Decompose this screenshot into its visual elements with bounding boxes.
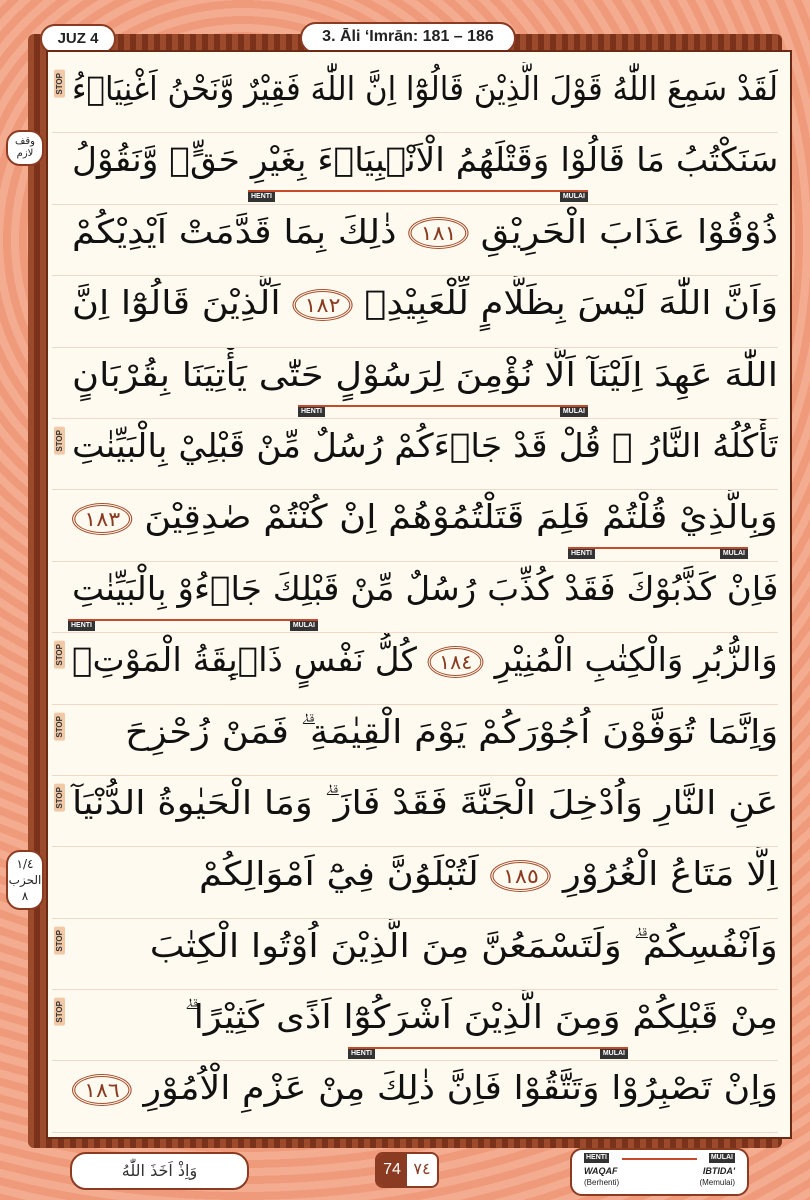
line-gutter (52, 133, 68, 203)
line-gutter (52, 633, 68, 703)
line-gutter (52, 419, 68, 489)
hizb-fraction: ١/٤ (16, 857, 34, 871)
verse-text: فَاِنْ كَذَّبُوْكَ فَقَدْ كُذِّبَ رُسُلٌ مِّنْ قَبْلِكَ جَاۤءُوْ بِالْبَيِّنٰتِ (71, 568, 778, 608)
line-text (72, 133, 778, 187)
verse-line (52, 419, 778, 490)
line-text (72, 348, 778, 402)
line-text (125, 705, 778, 759)
line-marker-row (68, 187, 778, 203)
verse-text: اللّٰهَ عَهِدَ اِلَيْنَآ اَلَّا نُؤْمِنَ لِرَسُوْلٍ حَتّٰى يَأْتِيَنَا بِقُرْبَانٍ (72, 354, 778, 394)
verse-line (52, 348, 778, 419)
legend-ibtida: IBTIDA' (Memulai) (699, 1166, 735, 1187)
surah-title: 3. Āli ʻImrān: 181 – 186 (300, 22, 516, 54)
henti-mulai-marker (298, 405, 588, 418)
hizb-marker (6, 850, 44, 910)
line-marker-row (68, 901, 778, 917)
ayah-number-marker: ١٨٢ (292, 289, 352, 321)
line-text-row (68, 276, 778, 330)
verse-text: اَلَّذِيْنَ قَالُوْٓا اِنَّ (71, 283, 281, 323)
ayah-number-marker: ١٨٣ (72, 503, 132, 535)
line-marker-row (68, 1115, 778, 1131)
line-text (72, 633, 778, 687)
stop-marker: STOP (54, 641, 65, 669)
verse-line (52, 133, 778, 204)
verse-text: لَتُبْلَوُنَّ فِيْٓ اَمْوَالِكُمْ (199, 854, 480, 894)
page-number-latin: 74 (377, 1154, 407, 1186)
line-marker-row (68, 973, 778, 989)
henti-mulai-marker (348, 1047, 628, 1060)
page-number-arabic: ٧٤ (407, 1154, 437, 1186)
henti-label: HENTI (348, 1049, 375, 1059)
line-marker-row (68, 330, 778, 346)
line-text-row (68, 705, 778, 759)
verse-line (52, 1061, 778, 1132)
line-marker-row (68, 830, 778, 846)
henti-label: HENTI (68, 621, 95, 631)
verse-lines (52, 62, 778, 1133)
henti-mulai-marker (568, 547, 748, 560)
verse-text: اِلَّا مَتَاعُ الْغُرُوْرِ (563, 854, 778, 894)
line-marker-row (68, 259, 778, 275)
hizb-label: الحزب (8, 873, 42, 887)
line-text (72, 205, 778, 259)
line-marker-row (68, 616, 778, 632)
line-body (68, 562, 778, 632)
verse-text: ذٰلِكَ بِمَا قَدَّمَتْ اَيْدِيْكُمْ (71, 211, 397, 251)
ayah-number-marker: ١٨٦ (72, 1074, 132, 1106)
line-text-row (68, 776, 778, 830)
line-text-row (68, 1061, 778, 1115)
mulai-label: MULAI (290, 621, 318, 631)
verse-text: وَاِنْ تَصْبِرُوْا وَتَتَّقُوْا فَاِنَّ ذٰلِكَ مِنْ عَزْمِ الْاُمُوْرِ (143, 1068, 778, 1108)
verse-text: عَنِ النَّارِ وَاُدْخِلَ الْجَنَّةَ فَقَدْ فَازَ ۗ وَمَا الْحَيٰوةُ الدُّنْيَآ (71, 782, 778, 822)
henti-mulai-marker (68, 619, 318, 632)
line-body (68, 348, 778, 418)
line-gutter (52, 276, 68, 346)
verse-line (52, 205, 778, 276)
line-body (68, 919, 778, 989)
verse-text: سَنَكْتُبُ مَا قَالُوْا وَقَتْلَهُمُ الْاَنْۢبِيَاۤءَ بِغَيْرِ حَقٍّۙ وَّنَقُوْلُ (71, 140, 778, 180)
line-marker-row (68, 544, 778, 560)
line-body (68, 62, 778, 132)
line-text (72, 276, 778, 330)
line-text-row (68, 633, 778, 687)
verse-line (52, 847, 778, 918)
legend-mulai: MULAI (710, 1154, 733, 1161)
verse-line (52, 919, 778, 990)
verse-text: لَقَدْ سَمِعَ اللّٰهُ قَوْلَ الَّذِيْنَ قَالُوْٓا اِنَّ اللّٰهَ فَقِيْرٌ وَّنَحْنُ اَغْنِيَاۤءُ (72, 69, 778, 108)
page-number (375, 1152, 439, 1188)
line-gutter (52, 62, 68, 132)
henti-mulai-marker (248, 190, 588, 203)
line-gutter (52, 990, 68, 1060)
line-text (72, 62, 778, 116)
line-marker-row (68, 687, 778, 703)
stop-marker: STOP (54, 713, 65, 741)
stop-marker: STOP (54, 70, 65, 98)
verse-text: كُلُّ نَفْسٍ ذَاۤىِٕقَةُ الْمَوْتِۗ (72, 640, 418, 680)
verse-text: وَاَنْفُسِكُمْ ۗ وَلَتَسْمَعُنَّ مِنَ الَّذِيْنَ اُوْتُوا الْكِتٰبَ (149, 925, 778, 965)
line-body (68, 990, 778, 1060)
line-body (68, 490, 778, 560)
line-text-row (68, 205, 778, 259)
verse-text: مِنْ قَبْلِكُمْ وَمِنَ الَّذِيْنَ اَشْرَكُوْٓا اَذًى كَثِيْرًا ۗ (184, 997, 778, 1037)
line-gutter (52, 776, 68, 846)
line-text-row (68, 490, 778, 544)
juz-label: JUZ 4 (40, 24, 116, 54)
verse-line (52, 990, 778, 1061)
line-text-row (68, 348, 778, 402)
line-text (72, 1061, 778, 1115)
line-gutter (52, 205, 68, 275)
stop-marker: STOP (54, 427, 65, 455)
stop-marker: STOP (54, 784, 65, 812)
line-text-row (68, 847, 778, 901)
line-body (68, 1061, 778, 1131)
line-text (72, 562, 778, 616)
line-text-row (68, 919, 778, 973)
ayah-number-marker: ١٨١ (408, 217, 469, 249)
henti-label: HENTI (298, 407, 325, 417)
line-gutter (52, 847, 68, 917)
line-marker-row (68, 473, 778, 489)
line-gutter (52, 919, 68, 989)
mulai-label: MULAI (720, 549, 748, 559)
line-text-row (68, 990, 778, 1044)
line-marker-row (68, 759, 778, 775)
line-text-row (68, 133, 778, 187)
verse-text: ذُوْقُوْا عَذَابَ الْحَرِيْقِ (480, 211, 778, 251)
line-body (68, 776, 778, 846)
line-body (68, 133, 778, 203)
catchword: وَاِذْ اَخَذَ اللّٰهُ (70, 1152, 249, 1190)
line-gutter (52, 1061, 68, 1131)
line-body (68, 847, 778, 917)
verse-line (52, 633, 778, 704)
legend-waqaf: WAQAF (Berhenti) (584, 1166, 620, 1187)
legend-henti: HENTI (586, 1154, 607, 1161)
line-text (72, 490, 778, 544)
line-text (199, 847, 778, 901)
verse-line (52, 490, 778, 561)
ayah-number-marker: ١٨٤ (428, 646, 484, 678)
line-body (68, 205, 778, 275)
line-text-row (68, 562, 778, 616)
henti-label: HENTI (568, 549, 595, 559)
verse-text: وَاَنَّ اللّٰهَ لَيْسَ بِظَلَّامٍ لِّلْعَبِيْدِۚ (364, 283, 778, 323)
mulai-label: MULAI (560, 407, 588, 417)
line-marker-row (68, 116, 778, 132)
verse-line (52, 276, 778, 347)
verse-line (52, 62, 778, 133)
hizb-number: ٨ (21, 889, 29, 903)
line-text-row (68, 419, 778, 473)
line-body (68, 633, 778, 703)
line-marker-row (68, 402, 778, 418)
waqf-lazim-marker: وقف لازم (6, 130, 44, 166)
line-body (68, 705, 778, 775)
verse-line (52, 776, 778, 847)
line-gutter (52, 562, 68, 632)
line-text (150, 919, 778, 973)
waqaf-ibtida-legend (570, 1148, 749, 1196)
line-text (184, 990, 778, 1044)
stop-marker: STOP (54, 998, 65, 1026)
line-body (68, 276, 778, 346)
verse-text: وَبِالَّذِيْ قُلْتُمْ فَلِمَ قَتَلْتُمُوْهُمْ اِنْ كُنْتُمْ صٰدِقِيْنَ (144, 497, 778, 537)
line-gutter (52, 705, 68, 775)
stop-marker: STOP (54, 927, 65, 955)
line-marker-row (68, 1044, 778, 1060)
verse-text: وَاِنَّمَا تُوَفَّوْنَ اُجُوْرَكُمْ يَوْمَ الْقِيٰمَةِ ۗ فَمَنْ زُحْزِحَ (124, 711, 778, 751)
line-gutter (52, 490, 68, 560)
verse-text: تَأْكُلُهُ النَّارُ ۗ قُلْ قَدْ جَاۤءَكُمْ رُسُلٌ مِّنْ قَبْلِيْ بِالْبَيِّنٰتِ (71, 425, 778, 465)
line-text (72, 419, 778, 473)
verse-line (52, 705, 778, 776)
mulai-label: MULAI (600, 1049, 628, 1059)
ayah-number-marker: ١٨٥ (491, 860, 552, 892)
line-body (68, 419, 778, 489)
line-gutter (52, 348, 68, 418)
verse-line (52, 562, 778, 633)
line-text-row (68, 62, 778, 116)
legend-line (622, 1158, 697, 1160)
line-text (72, 776, 778, 830)
verse-text: وَالزُّبُرِ وَالْكِتٰبِ الْمُنِيْرِ (494, 640, 778, 680)
mulai-label: MULAI (560, 192, 588, 202)
henti-label: HENTI (248, 192, 275, 202)
